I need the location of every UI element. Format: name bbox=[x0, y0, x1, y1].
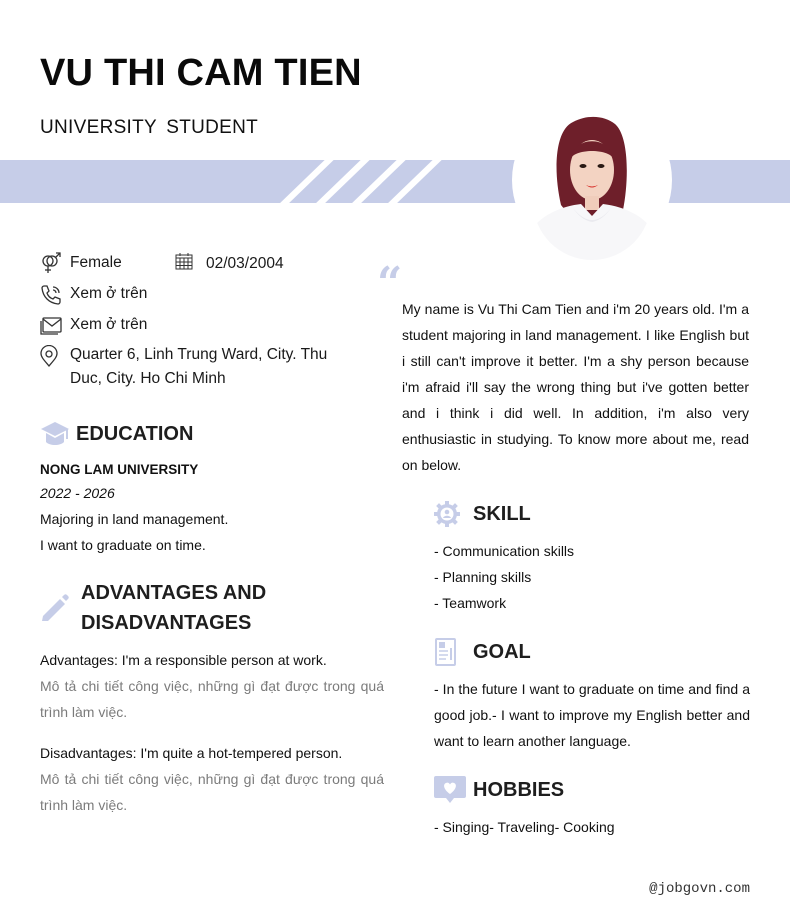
hobbies-text: - Singing- Traveling- Cooking bbox=[434, 819, 615, 835]
education-entry bbox=[40, 460, 228, 558]
gender-value: Female bbox=[70, 254, 122, 271]
advantage-description: Mô tả chi tiết công việc, những gì đạt được trong quá trình làm việc. bbox=[40, 678, 384, 720]
disadvantage-text: Disadvantages: I'm quite a hot-tempered person. bbox=[40, 745, 343, 761]
goal-heading bbox=[434, 637, 531, 667]
quote-icon: “ bbox=[377, 258, 403, 309]
disadvantage-description: Mô tả chi tiết công việc, những gì đạt được trong quá trình làm việc. bbox=[40, 771, 384, 813]
advantages-heading-line2: DISADVANTAGES bbox=[81, 612, 252, 634]
document-icon bbox=[434, 637, 469, 667]
education-years: 2022 - 2026 bbox=[40, 485, 115, 501]
about-text: My name is Vu Thi Cam Tien and i'm 20 years old. I'm a student majoring in land management. I like English but i still can't improve it better. I'm a shy person because i'm afraid i'll say the wrong thing but i've gotten better and i think i did well. In addition, i'm also very enthusiastic in studying. To know more about me, read on below. bbox=[402, 301, 749, 473]
advantages-heading bbox=[40, 578, 266, 638]
gender-icon bbox=[40, 252, 70, 274]
email-row bbox=[40, 314, 360, 345]
education-line: I want to graduate on time. bbox=[40, 537, 206, 553]
hobbies-heading-label: HOBBIES bbox=[473, 778, 565, 801]
skill-item: - Planning skills bbox=[434, 569, 532, 585]
mail-icon bbox=[40, 314, 70, 336]
candidate-title: UNIVERSITY STUDENT bbox=[40, 117, 259, 138]
education-heading-label: EDUCATION bbox=[76, 422, 194, 445]
address-row bbox=[40, 345, 360, 399]
profile-photo bbox=[533, 110, 651, 260]
dob-value: 02/03/2004 bbox=[206, 254, 284, 272]
heart-chat-icon bbox=[434, 775, 469, 805]
graduation-cap-icon bbox=[40, 419, 72, 449]
school-name: NONG LAM UNIVERSITY bbox=[40, 462, 199, 477]
advantage-text: Advantages: I'm a responsible person at work. bbox=[40, 652, 327, 668]
phone-row bbox=[40, 283, 360, 314]
phone-icon bbox=[40, 283, 70, 305]
goal-text: - In the future I want to graduate on time and find a good job.- I want to improve my English better and want to learn another language. bbox=[434, 681, 750, 749]
address-value: Quarter 6, Linh Trung Ward, City. Thu Duc, City. Ho Chi Minh bbox=[70, 346, 328, 387]
advantages-content bbox=[40, 647, 384, 818]
watermark: @jobgovn.com bbox=[649, 881, 750, 897]
skill-item: - Teamwork bbox=[434, 595, 507, 611]
skill-heading-label: SKILL bbox=[473, 502, 531, 525]
pencil-icon bbox=[40, 592, 77, 622]
goal-heading-label: GOAL bbox=[473, 640, 531, 663]
email-value[interactable]: Xem ở trên bbox=[70, 316, 148, 333]
hobbies-heading bbox=[434, 775, 564, 805]
skill-list bbox=[434, 538, 574, 616]
candidate-name: VU THI CAM TIEN bbox=[40, 52, 362, 94]
gear-user-icon bbox=[434, 499, 469, 529]
skill-item: - Communication skills bbox=[434, 543, 575, 559]
skill-heading bbox=[434, 499, 531, 529]
dob-row bbox=[175, 252, 284, 275]
advantages-heading-line1: ADVANTAGES AND bbox=[81, 582, 267, 604]
education-heading bbox=[40, 419, 193, 449]
phone-value[interactable]: Xem ở trên bbox=[70, 285, 148, 302]
education-line: Majoring in land management. bbox=[40, 511, 229, 527]
calendar-icon bbox=[175, 252, 206, 275]
location-pin-icon bbox=[40, 345, 70, 367]
